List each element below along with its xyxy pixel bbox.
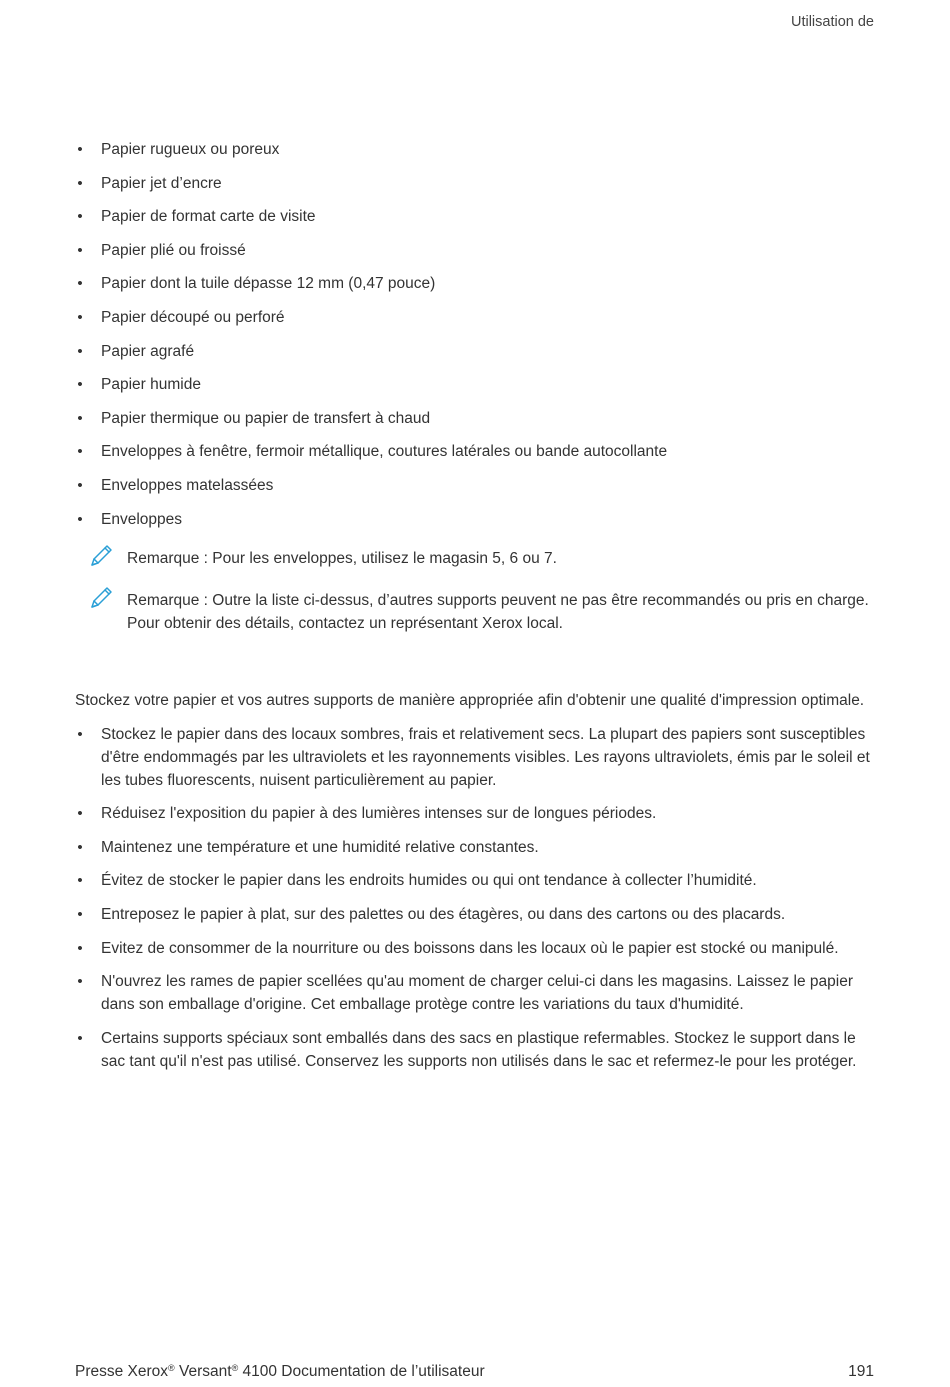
list-item [75,340,875,363]
list-item-text: Certains supports spéciaux sont emballés dans des sacs en plastique refermables. Stockez le support dans le sac tant qu'il n'est pas utilisé. Conservez les supports non utilisés dans le sac et refermez-le pour les protéger. [101,1029,857,1070]
list-item-text: Papier thermique ou papier de transfert à chaud [101,409,431,427]
list-item-text: Evitez de consommer de la nourriture ou des boissons dans les locaux où le papier est stocké ou manipulé. [101,939,839,957]
list-item-text: Réduisez l'exposition du papier à des lumières intenses sur de longues périodes. [101,805,657,823]
note-other-media [75,589,875,635]
list-item [75,440,875,463]
bullet-icon: • [77,510,83,528]
list-item [75,407,875,430]
bullet-icon: • [77,443,83,461]
list-item [75,205,875,228]
note-envelopes [75,547,875,570]
footer-title-part: 4100 Documentation de l’utilisateur [238,1363,485,1380]
list-item [75,272,875,295]
note-text: Remarque : Pour les enveloppes, utilisez le magasin 5, 6 ou 7. [127,549,557,567]
bullet-icon: • [77,275,83,293]
list-item [75,172,875,195]
bullet-icon: • [77,905,83,923]
storage-intro: Stockez votre papier et vos autres supports de manière appropriée afin d'obtenir une qualité d'impression optimale. [75,691,865,709]
list-item-text: Papier humide [101,376,201,394]
list-item-text: Enveloppes [101,510,183,528]
list-item-text: Papier découpé ou perforé [101,308,285,326]
list-item [75,802,875,825]
bullet-icon: • [77,409,83,427]
bullet-icon: • [77,174,83,192]
bullet-icon: • [77,872,83,890]
bullet-icon: • [77,476,83,494]
list-item-text: Entreposez le papier à plat, sur des palettes ou des étagères, ou dans des cartons ou des placards. [101,905,786,923]
list-item-text: Papier dont la tuile dépasse 12 mm (0,47 pouce) [101,275,436,293]
bullet-icon: • [77,308,83,326]
list-item [75,1027,875,1073]
pencil-icon [87,542,115,570]
list-item [75,373,875,396]
footer-document-title [75,1363,485,1381]
bullet-icon: • [77,241,83,259]
bullet-icon: • [77,725,83,743]
list-item [75,239,875,262]
list-item-text: Stockez le papier dans des locaux sombres, frais et relativement secs. La plupart des papiers sont susceptibles d'être endommagés par les ultraviolets et les rayonnements visibles. Les rayons ultraviolets, émis par le soleil et les tubes fluorescents, nuisent particulièrement au papier. [101,725,870,789]
list-item [75,306,875,329]
list-item [75,508,875,531]
list-item [75,474,875,497]
registered-mark: ® [231,1363,239,1373]
registered-mark: ® [168,1363,175,1373]
bullet-icon: • [77,1029,83,1047]
list-item [75,836,875,859]
list-item [75,138,875,161]
bullet-icon: • [77,838,83,856]
list-item-text: Maintenez une température et une humidité relative constantes. [101,838,539,856]
bullet-icon: • [77,141,83,158]
list-item-text: Papier plié ou froissé [101,241,246,259]
bullet-icon: • [77,939,83,957]
footer-title-part: Versant [174,1363,232,1380]
note-text: Remarque : Outre la liste ci-dessus, d’autres supports peuvent ne pas être recommandés ou pris en charge. Pour obtenir des détails, contactez un représentant Xerox local. [127,591,869,632]
list-item-text: Papier de format carte de visite [101,208,316,226]
footer-title-part: Presse Xerox [75,1363,169,1380]
list-item [75,903,875,926]
list-item-text: Papier jet d’encre [101,174,222,192]
list-item [75,970,875,1016]
running-header: Utilisation de [790,14,874,30]
bullet-icon: • [77,376,83,394]
pencil-icon [87,584,115,612]
page-number: 191 [848,1363,874,1380]
list-item-text: Papier agrafé [101,342,195,360]
bullet-icon: • [77,208,83,226]
list-item-text: Papier rugueux ou poreux [101,141,280,158]
list-item [75,937,875,960]
unsuitable-media-list [75,138,875,531]
list-item [75,869,875,892]
list-item-text: Enveloppes matelassées [101,476,274,494]
storage-guidelines-list [75,723,875,1073]
bullet-icon: • [77,342,83,360]
bullet-icon: • [77,805,83,823]
list-item-text: Évitez de stocker le papier dans les endroits humides ou qui ont tendance à collecter l’humidité. [101,872,757,890]
list-item [75,723,875,792]
page-content [75,138,875,1083]
bullet-icon: • [77,973,83,991]
list-item-text: Enveloppes à fenêtre, fermoir métallique, coutures latérales ou bande autocollante [101,443,668,461]
list-item-text: N'ouvrez les rames de papier scellées qu'au moment de charger celui-ci dans les magasins. Laissez le papier dans son emballage d'origine. Cet emballage protège contre les variations du taux d'humidité. [101,973,854,1014]
